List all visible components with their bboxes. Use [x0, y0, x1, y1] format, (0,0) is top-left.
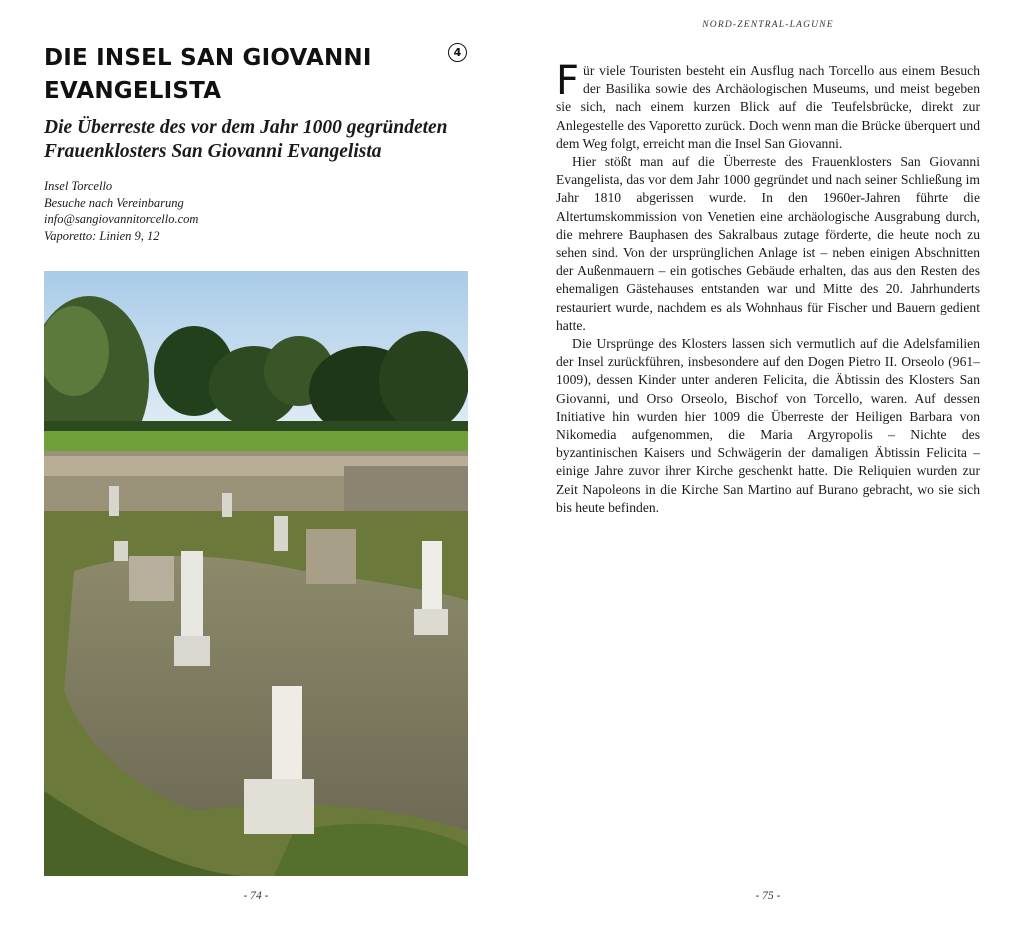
paragraph-3: Die Ursprünge des Klosters lassen sich vermutlich auf die Adelsfamilien der Insel zurückführen, insbesondere auf den Dogen Pietro II. Orseolo (961–1009), dessen Kinder unter anderen Felicita, die Äbtissin des Klosters San Giovanni, und Orso Orseolo, Bischof von Torcello, waren. Auf dessen Initiative hin wurden hier 1009 die Überreste der Heiligen Barbara von Nikomedia aufgenommen, die Maria Argyropolis – Nichte des byzantinischen Kaisers und Schwägerin der damaligen Äbtissin Felicita – einige Jahre zuvor ihrer Kirche geschenkt hatte. Die Reliquien wurden zur Zeit Napoleons in die Kirche San Martino auf Burano gebracht, wo sie sich bis heute befinden. — [556, 336, 980, 515]
info-visits: Besuche nach Vereinbarung — [44, 195, 184, 210]
right-page — [512, 0, 1024, 927]
page-number-left: - 74 - — [243, 890, 269, 902]
drop-cap: F — [556, 58, 580, 104]
running-head: NORD-ZENTRAL-LAGUNE — [702, 20, 834, 30]
monastery-ruins-photo — [44, 271, 468, 876]
page-subtitle: Die Überreste des vor dem Jahr 1000 gegründeten Frauenklosters San Giovanni Evangelista — [44, 117, 448, 162]
info-vaporetto: Vaporetto: Linien 9, 12 — [44, 228, 160, 243]
paragraph-1 — [556, 58, 980, 153]
info-email: info@sangiovannitorcello.com — [44, 212, 199, 226]
page-number-right: - 75 - — [755, 890, 781, 902]
paragraph-1-text: ür viele Touristen besteht ein Ausflug nach Torcello aus einem Besuch der Basilika sowie des Archäologischen Museums, und meist begeben sie sich, nach einem kurzen Blick auf die Teufelsbrücke, direkt zur Anlegestelle des Vaporetto zurück. Doch wenn man die Brücke überquert und dem Weg folgt, erreicht man die Insel San Giovanni. — [556, 63, 980, 151]
paragraph-2: Hier stößt man auf die Überreste des Frauenklosters San Giovanni Evangelista, das vor dem Jahr 1000 gegründet und nach seiner Schließung im Jahr 1810 abgerissen wurde. In den 1960er-Jahren führte die Altertumskommission von Venetien eine archäologische Ausgrabung durch, die mehrere Bauphasen des Sakralbaus zutage förderte, die heute noch zu sehen sind. Von der ursprünglichen Anlage ist – neben einigen Abschnitten der Außenmauern – ein gotisches Gebäude erhalten, das aus den Resten des ehemaligen Gästehauses entstanden war und Mitte des 20. Jahrhunderts restauriert wurde, nachdem es als Wohnhaus für Fischer und Bauern gedient hatte. — [556, 154, 980, 333]
page-title: DIE INSEL SAN GIOVANNI EVANGELISTA — [44, 45, 372, 104]
entry-number-badge: 4 — [448, 43, 467, 62]
info-location: Insel Torcello — [44, 179, 113, 193]
visitor-info — [44, 178, 344, 244]
body-text — [556, 58, 980, 517]
